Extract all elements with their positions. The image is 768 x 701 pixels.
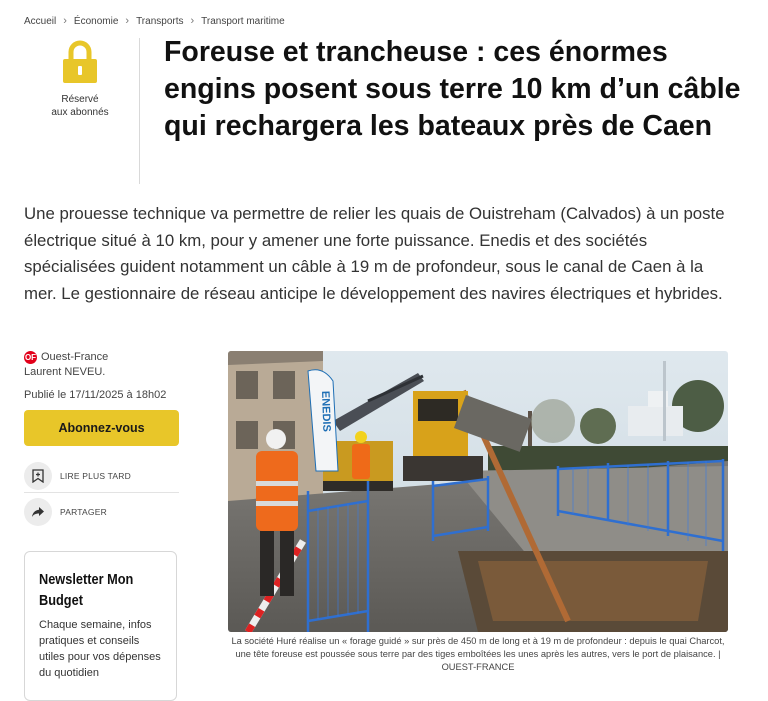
chevron-right-icon: ›	[63, 15, 67, 27]
source-name: Ouest-France	[41, 351, 109, 363]
author-name: Laurent NEVEU.	[24, 366, 106, 378]
lock-icon	[62, 40, 98, 84]
article-meta	[24, 350, 204, 403]
source	[24, 350, 204, 365]
breadcrumb-item-transports[interactable]: Transports	[136, 15, 184, 27]
bookmark-add-icon	[24, 462, 52, 490]
premium-badge	[24, 40, 136, 119]
ouest-france-logo: OF	[24, 353, 37, 362]
breadcrumb-item-transport-maritime[interactable]: Transport maritime	[201, 15, 285, 27]
subscribe-button[interactable]: Abonnez-vous	[24, 410, 179, 446]
read-later-label: LIRE PLUS TARD	[60, 471, 131, 481]
sign-text: ENEDIS	[319, 390, 333, 433]
chevron-right-icon: ›	[125, 15, 130, 27]
publish-date: Publié le 17/11/2025 à 18h02	[24, 389, 167, 401]
divider	[139, 38, 140, 184]
worksite-photo	[228, 351, 728, 632]
page-title: Foreuse et trancheuse : ces énormes engins posent sous terre 10 km d’un câble qui rechargera les bateaux près de Caen	[164, 36, 741, 142]
share-label: PARTAGER	[60, 507, 107, 517]
newsletter-description: Chaque semaine, infos pratiques et conseils utiles pour vos dépenses du quotidien	[39, 619, 161, 679]
newsletter-title: Newsletter Mon Budget	[39, 572, 134, 609]
newsletter-card[interactable]	[24, 551, 177, 701]
premium-label: Réservé aux abonnés	[51, 94, 109, 118]
breadcrumb-item-economie[interactable]: Économie	[73, 15, 119, 27]
divider	[24, 492, 179, 493]
photo-caption: La société Huré réalise un « forage guidé » sur près de 450 m de long et à 19 m de profondeur : depuis le quai Charcot, une tête foreuse est poussée sous terre par des tiges emboîtées les unes après les autres, vers le port de plaisance. | OUEST-FRANCE	[231, 636, 725, 672]
share-arrow-icon	[24, 498, 52, 526]
share-button[interactable]	[24, 498, 107, 526]
chevron-right-icon: ›	[190, 15, 195, 27]
read-later-button[interactable]	[24, 462, 131, 490]
breadcrumb-item-accueil[interactable]: Accueil	[24, 15, 57, 27]
article-photo	[228, 351, 728, 632]
breadcrumb	[24, 15, 285, 27]
article-lead: Une prouesse technique va permettre de relier les quais de Ouistreham (Calvados) à un poste électrique situé à 10 km, pour y amener une forte puissance. Enedis et des sociétés spécialisées guident notamment un câble à 19 m de profondeur, sous le canal de Caen à la mer. Le gestionnaire de réseau anticipe le développement des navires électriques et hybrides.	[24, 204, 725, 303]
